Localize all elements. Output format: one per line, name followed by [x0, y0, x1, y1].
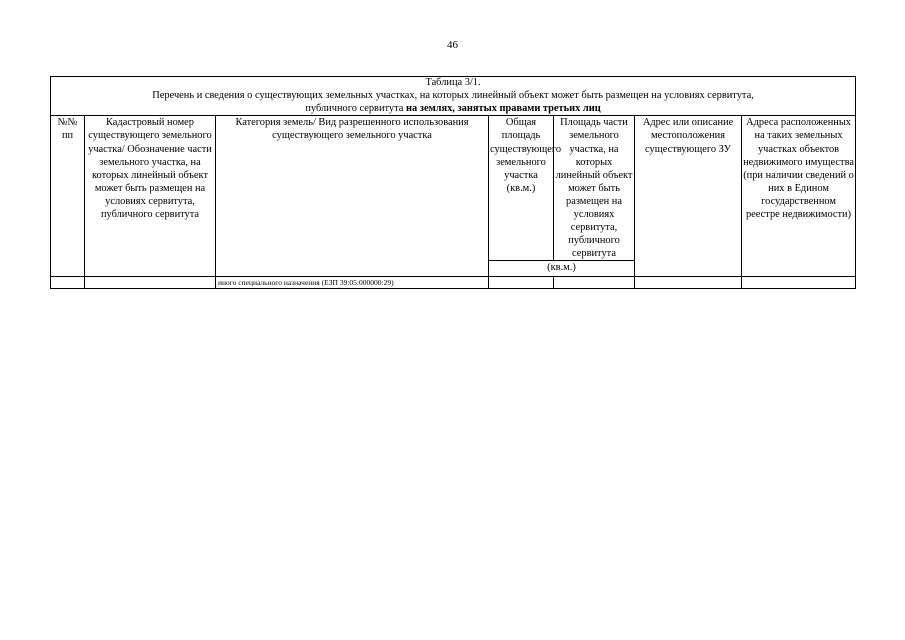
- table-title-plain: публичного сервитута: [305, 102, 404, 114]
- table-label: Таблица 3/1.: [425, 77, 481, 88]
- caption-row: [51, 77, 856, 116]
- table-title-line-2: [52, 103, 854, 116]
- header-total-area: Общая площадь существующего земельного участка (кв.м.): [489, 116, 554, 261]
- table-title-bold: на землях, занятых правами третьих лиц: [406, 102, 601, 114]
- row-property-addresses: [742, 277, 856, 289]
- header-unit: (кв.м.): [489, 261, 635, 277]
- row-land-category: иного специального назначения (ЕЗП 39:05:000000:29): [216, 277, 489, 289]
- row-address: [635, 277, 742, 289]
- table-title-line-1: Перечень и сведения о существующих земельных участках, на которых линейный объект может быть размещен на условиях сервитута,: [152, 89, 754, 101]
- header-address: Адрес или описание местоположения существующего ЗУ: [635, 116, 742, 277]
- header-land-category: Категория земель/ Вид разрешенного использования существующего земельного участка: [216, 116, 489, 277]
- row-total-area: [489, 277, 554, 289]
- header-property-addresses: Адреса расположенных на таких земельных участках объектов недвижимого имущества (при наличии сведений о них в Едином государственном реестре недвижимости): [742, 116, 856, 277]
- header-part-area: Площадь части земельного участка, на которых линейный объект может быть размещен на условиях сервитута, публичного сервитута: [554, 116, 635, 261]
- row-part-area: [554, 277, 635, 289]
- table-row: [51, 277, 856, 289]
- header-row: [51, 116, 856, 261]
- land-plots-table: [50, 76, 856, 289]
- row-number: [51, 277, 85, 289]
- table-caption: [51, 77, 856, 116]
- page-number: 46: [447, 39, 458, 51]
- header-number: №№ пп: [51, 116, 85, 277]
- row-cadastral-number: [85, 277, 216, 289]
- header-cadastral-number: Кадастровый номер существующего земельного участка/ Обозначение части земельного участка, на которых линейный объект может быть размещен на условиях сервитута, публичного сервитута: [85, 116, 216, 277]
